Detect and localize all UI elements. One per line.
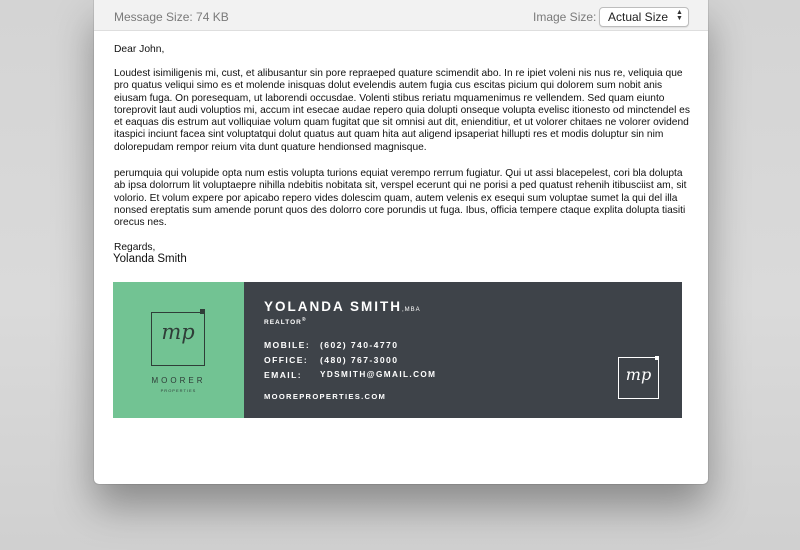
- image-size-select[interactable]: [599, 7, 689, 27]
- signature-name-suffix: ,MBA: [402, 307, 421, 313]
- signature-office-row: [264, 355, 399, 365]
- signature-contact-panel: [244, 282, 682, 418]
- signature-title: [264, 317, 307, 326]
- mini-logo-monogram: mp: [625, 365, 652, 384]
- office-value: (480) 767-3000: [320, 355, 399, 365]
- logo-dot: [200, 309, 205, 314]
- email-greeting: Dear John,: [114, 44, 165, 55]
- mobile-label: MOBILE:: [264, 340, 311, 350]
- message-size-value: 74 KB: [196, 10, 229, 24]
- email-paragraph: perumquia qui volupide opta num estis volupta turions equiat verempo rerrum fugiatur. Qui ut assi blacepelest, cori bla dolupta ab ipsa dolorrum lit voluptaepre nihilla ndebitis nobitata sit, verspel ecerunt qui ne porisi a ped quatust rehenih itibusciist am, sit volorio. Et volum expere por apicabo repero vides dolescim quam, autem velenis ex esequi sum voluptae sumet la qui del illa nonsed ereptatis sum amende porunt quos des dolorro core porundis ut fuga. Ibus, officia tempere ctaque explita dolupta tiasiti orecus nes.: [114, 168, 687, 229]
- registered-mark: ®: [301, 317, 307, 323]
- email-value[interactable]: YDSMITH@GMAIL.COM: [320, 370, 437, 379]
- email-label: EMAIL:: [264, 370, 302, 380]
- office-label: OFFICE:: [264, 355, 309, 365]
- mail-window: [94, 0, 708, 484]
- signature-title-text: REALTOR: [264, 319, 302, 327]
- logo-tagline: PROPERTIES: [160, 388, 197, 393]
- mobile-value: (602) 740-4770: [320, 340, 399, 350]
- signature-email-row: [264, 370, 437, 380]
- website-link[interactable]: MOOREPROPERTIES.COM: [264, 392, 387, 401]
- signature-name: [264, 299, 421, 314]
- image-size-value: Actual Size: [608, 10, 669, 24]
- logo-monogram: mp: [161, 320, 195, 344]
- message-info-bar: [94, 0, 708, 31]
- signature-name-text: YOLANDA SMITH: [264, 299, 402, 314]
- signature-logo-panel: [113, 282, 244, 418]
- mini-logo-dot: [655, 356, 659, 360]
- email-signer-name: Yolanda Smith: [113, 253, 187, 265]
- signature-mobile-row: [264, 340, 399, 350]
- message-size: [114, 10, 229, 24]
- email-signature-banner: [113, 282, 682, 418]
- image-size-label: Image Size:: [533, 10, 597, 24]
- email-paragraph: Loudest isimiligenis mi, cust, et alibusantur sin pore repraeped quature scimendit abo. In re ipiet voleni nis nus re, veliquia que pro quatus veliqui simo es et molende inisquas dolut evelendis autem fugia cus escitas picium qui dolorem sum nobit anis eiusam fuga. On poresequam, ut laborendi occusdae. Volenti stibus reriatu mquamenimus re vellendem. Sed quam eiunto toreprovit laut audi voluptios mi, accum int esecae audae repero quia dolupti onseque voluptа evelisc itionesto od minctendel es et eaquas dis estrum aut volliquiae volum quam fugitat que sit omnisi aut dit, enienditiur, et ut volorer chitaes ne volorer ovidend itaspici inciunt facea sint voluptatqui dolut quatus aut quam hita aut aligend ipsaperiat hillupti res et modis doluptur sin nim dolorepudam rempor reium vita dunt quature hendionsed magnisque.: [114, 68, 690, 153]
- email-closing: Regards,: [114, 242, 156, 253]
- up-down-arrows-icon: ▲ ▼: [676, 9, 683, 22]
- message-size-label: Message Size:: [114, 10, 193, 24]
- logo-company-name: MOORER: [151, 376, 206, 385]
